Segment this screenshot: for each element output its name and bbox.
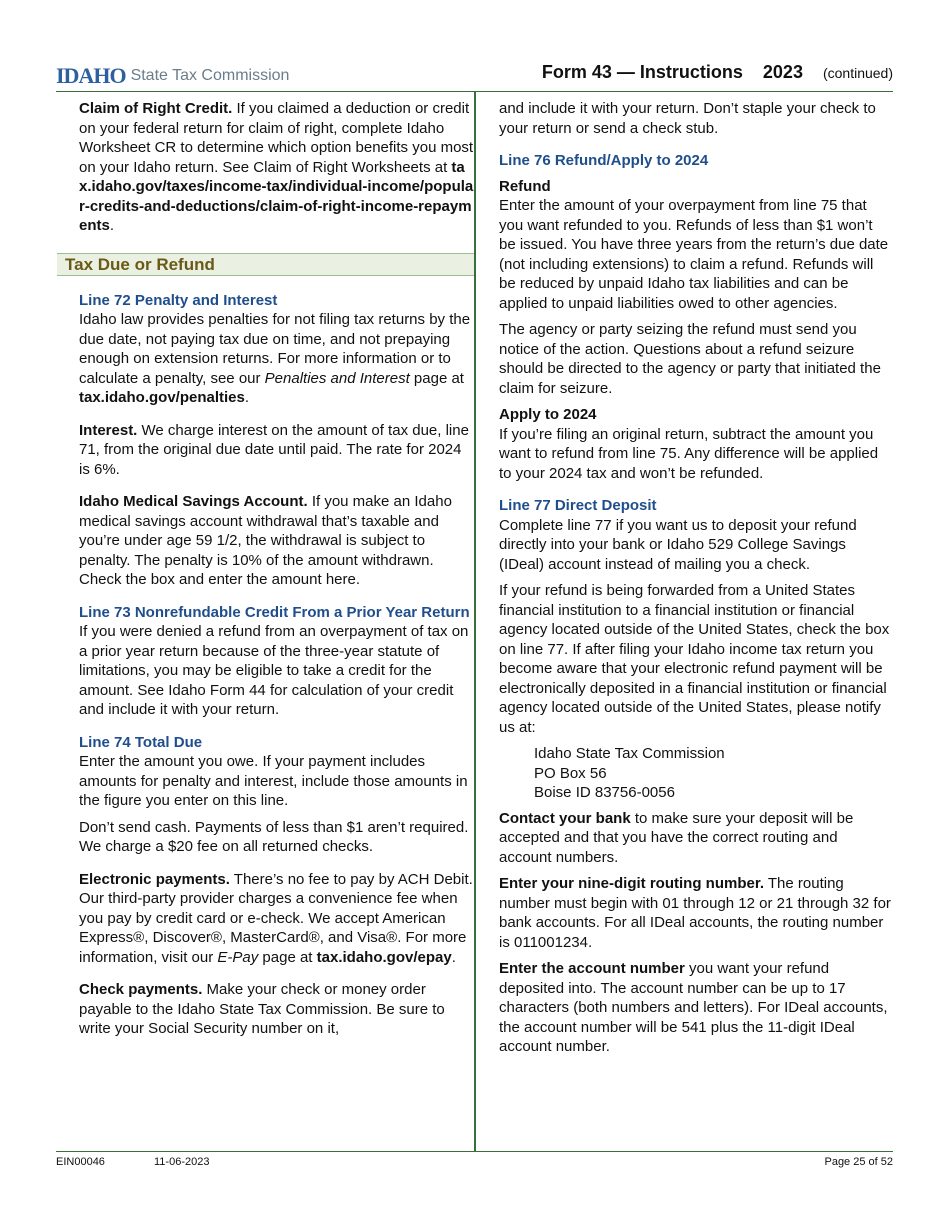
forwarding-paragraph: If your refund is being forwarded from a United States financial institution to a financial institution or financial agency located outside of the United States, check the box on line 77. If after filing your Idaho income tax return you become aware that your electronic refund payment will be electronically deposited in a financial institution or financial agency located outside of the United States, please notify us at: — [499, 582, 890, 736]
interest-paragraph — [79, 421, 474, 480]
msa-lead: Idaho Medical Savings Account. — [79, 493, 308, 510]
check-payments-text: Make your check or money order payable to the Idaho State Tax Commission. Be sure to write your Social Security number on it, — [79, 981, 445, 1037]
routing-text: The routing number must begin with 01 through 12 or 21 through 32 for bank accounts. For all IDeal accounts, the routing number is 011001234. — [499, 875, 891, 951]
claim-of-right-link[interactable]: tax.idaho.gov/taxes/income-tax/individual-income/popular-credits-and-deductions/claim-of-right-income-repayments — [79, 158, 474, 234]
check-payments-lead: Check payments. — [79, 981, 203, 998]
account-paragraph — [499, 959, 891, 1057]
logo-text: State Tax Commission — [130, 67, 290, 84]
interest-lead: Interest. — [79, 421, 138, 439]
line73-paragraph: If you were denied a refund from an overpayment of tax on a prior year return because of the three-year statute of limitations, you may be eligible to take a credit for the amount. See Idaho Form 44 for calculation of your credit and include it with your return. — [79, 623, 469, 718]
line73-heading: Line 73 Nonrefundable Credit From a Prior Year Return — [79, 603, 470, 621]
seizure-paragraph: The agency or party seizing the refund must send you notice of the action. Questions about a refund seizure should be directed to the agency or party that initiated the claim for seizure. — [499, 321, 881, 397]
cash-paragraph: Don’t send cash. Payments of less than $1 aren’t required. We charge a $20 fee on all returned checks. — [79, 818, 469, 855]
line72-heading: Line 72 Penalty and Interest — [79, 291, 278, 309]
form-title: Form 43 — Instructions — [541, 62, 743, 82]
contact-bank-text: to make sure your deposit will be accepted and that you have the correct routing and account numbers. — [499, 809, 854, 866]
refund-paragraph: Enter the amount of your overpayment from line 75 that you want refunded to you. Refunds of less than $1 won’t be issued. You have three years from the return’s due date (not including extensions) to claim a refund. Refunds will be reduced by unpaid Idaho tax liabilities and can be applied to unpaid liabilities owed to other agencies. — [499, 197, 889, 312]
form-year: 2023 — [762, 62, 803, 82]
electronic-payments-paragraph — [79, 870, 474, 968]
continued-paragraph: and include it with your return. Don’t staple your check to your return or send a check stub. — [499, 100, 876, 137]
line72-text2: page at — [409, 369, 464, 387]
section-title: Tax Due or Refund — [65, 255, 215, 274]
claim-of-right-text: If you claimed a deduction or credit on your federal return for claim of right, complete Idaho Worksheet CR to determine which option benefits you most on your Idaho return. See Claim of Right Worksheets at — [79, 100, 474, 176]
revision-date: 11-06-2023 — [154, 1156, 210, 1168]
apply-paragraph: If you’re filing an original return, subtract the amount you want to refund from line 75. Any difference will be applied to your 2024 tax and won’t be refunded. — [499, 425, 879, 482]
period: . — [244, 389, 250, 406]
account-text: you want your refund deposited into. The account number can be up to 17 characters (both numbers and letters). For IDeal accounts, the account number will be 541 plus the 11-digit IDeal account number. — [499, 960, 888, 1055]
page-footer — [56, 1151, 893, 1168]
claim-of-right-lead: Claim of Right Credit. — [79, 100, 233, 117]
msa-paragraph — [79, 492, 474, 590]
apply-heading: Apply to 2024 — [499, 406, 597, 423]
address-line-3: Boise ID 83756-0056 — [534, 784, 675, 801]
section-header-bar — [57, 253, 474, 276]
line74-paragraph: Enter the amount you owe. If your payment includes amounts for penalty and interest, include those amounts in the figure you enter on this line. — [79, 753, 468, 809]
mailing-address — [534, 744, 891, 803]
line77-heading: Line 77 Direct Deposit — [499, 497, 657, 514]
epay-page-name: E-Pay — [217, 948, 259, 966]
continued-label: (continued) — [822, 65, 893, 81]
interest-text: We charge interest on the amount of tax due, line 71, from the original due date until paid. The rate for 2024 is 6%. — [79, 421, 469, 478]
penalties-link[interactable]: tax.idaho.gov/penalties — [79, 389, 245, 406]
routing-lead: Enter your nine-digit routing number. — [499, 875, 764, 892]
refund-heading: Refund — [499, 177, 551, 195]
contact-bank-paragraph — [499, 809, 891, 868]
form-code: EIN00046 — [56, 1156, 105, 1168]
electronic-payments-text2: page at — [258, 948, 317, 966]
contact-bank-lead: Contact your bank — [499, 809, 631, 827]
check-payments-paragraph — [79, 980, 474, 1039]
epay-link[interactable]: tax.idaho.gov/epay — [316, 948, 452, 966]
line74-heading: Line 74 Total Due — [79, 733, 203, 751]
idaho-logo — [56, 63, 289, 89]
page-header — [56, 58, 893, 92]
msa-text: If you make an Idaho medical savings account withdrawal that’s taxable and you’re under age 59 1/2, the withdrawal is subject to penalty. The penalty is 10% of the amount withdrawn. Check the box and enter the amount here. — [79, 493, 452, 588]
line76-heading: Line 76 Refund/Apply to 2024 — [499, 152, 709, 169]
page-number: Page 25 of 52 — [824, 1156, 893, 1168]
address-line-2: PO Box 56 — [534, 764, 607, 782]
line77-paragraph: Complete line 77 if you want us to deposit your refund directly into your bank or Idaho 529 College Savings (IDeal) account instead of mailing you a check. — [499, 516, 857, 573]
period: . — [451, 948, 456, 966]
logo-mark: IDAHO — [56, 63, 126, 88]
period: . — [109, 217, 115, 234]
right-column — [499, 99, 891, 1064]
address-line-1: Idaho State Tax Commission — [534, 745, 725, 762]
column-divider — [474, 92, 476, 1151]
electronic-payments-lead: Electronic payments. — [79, 870, 230, 888]
penalties-page-name: Penalties and Interest — [264, 369, 410, 387]
electronic-payments-text: There’s no fee to pay by ACH Debit. Our third-party provider charges a convenience fee when you pay by credit card or e-check. We accept American Express®, Discover®, MasterCard®, and Visa®. For more information, visit our — [79, 870, 473, 966]
left-column — [79, 99, 474, 1046]
routing-paragraph — [499, 874, 891, 952]
claim-of-right-paragraph — [79, 99, 474, 236]
line72-paragraph — [79, 310, 474, 408]
line72-text: Idaho law provides penalties for not filing tax returns by the due date, not paying tax due on time, and not prepaying enough on extension returns. For more information or to calculate a penalty, see our — [79, 311, 471, 387]
account-lead: Enter the account number — [499, 960, 685, 977]
